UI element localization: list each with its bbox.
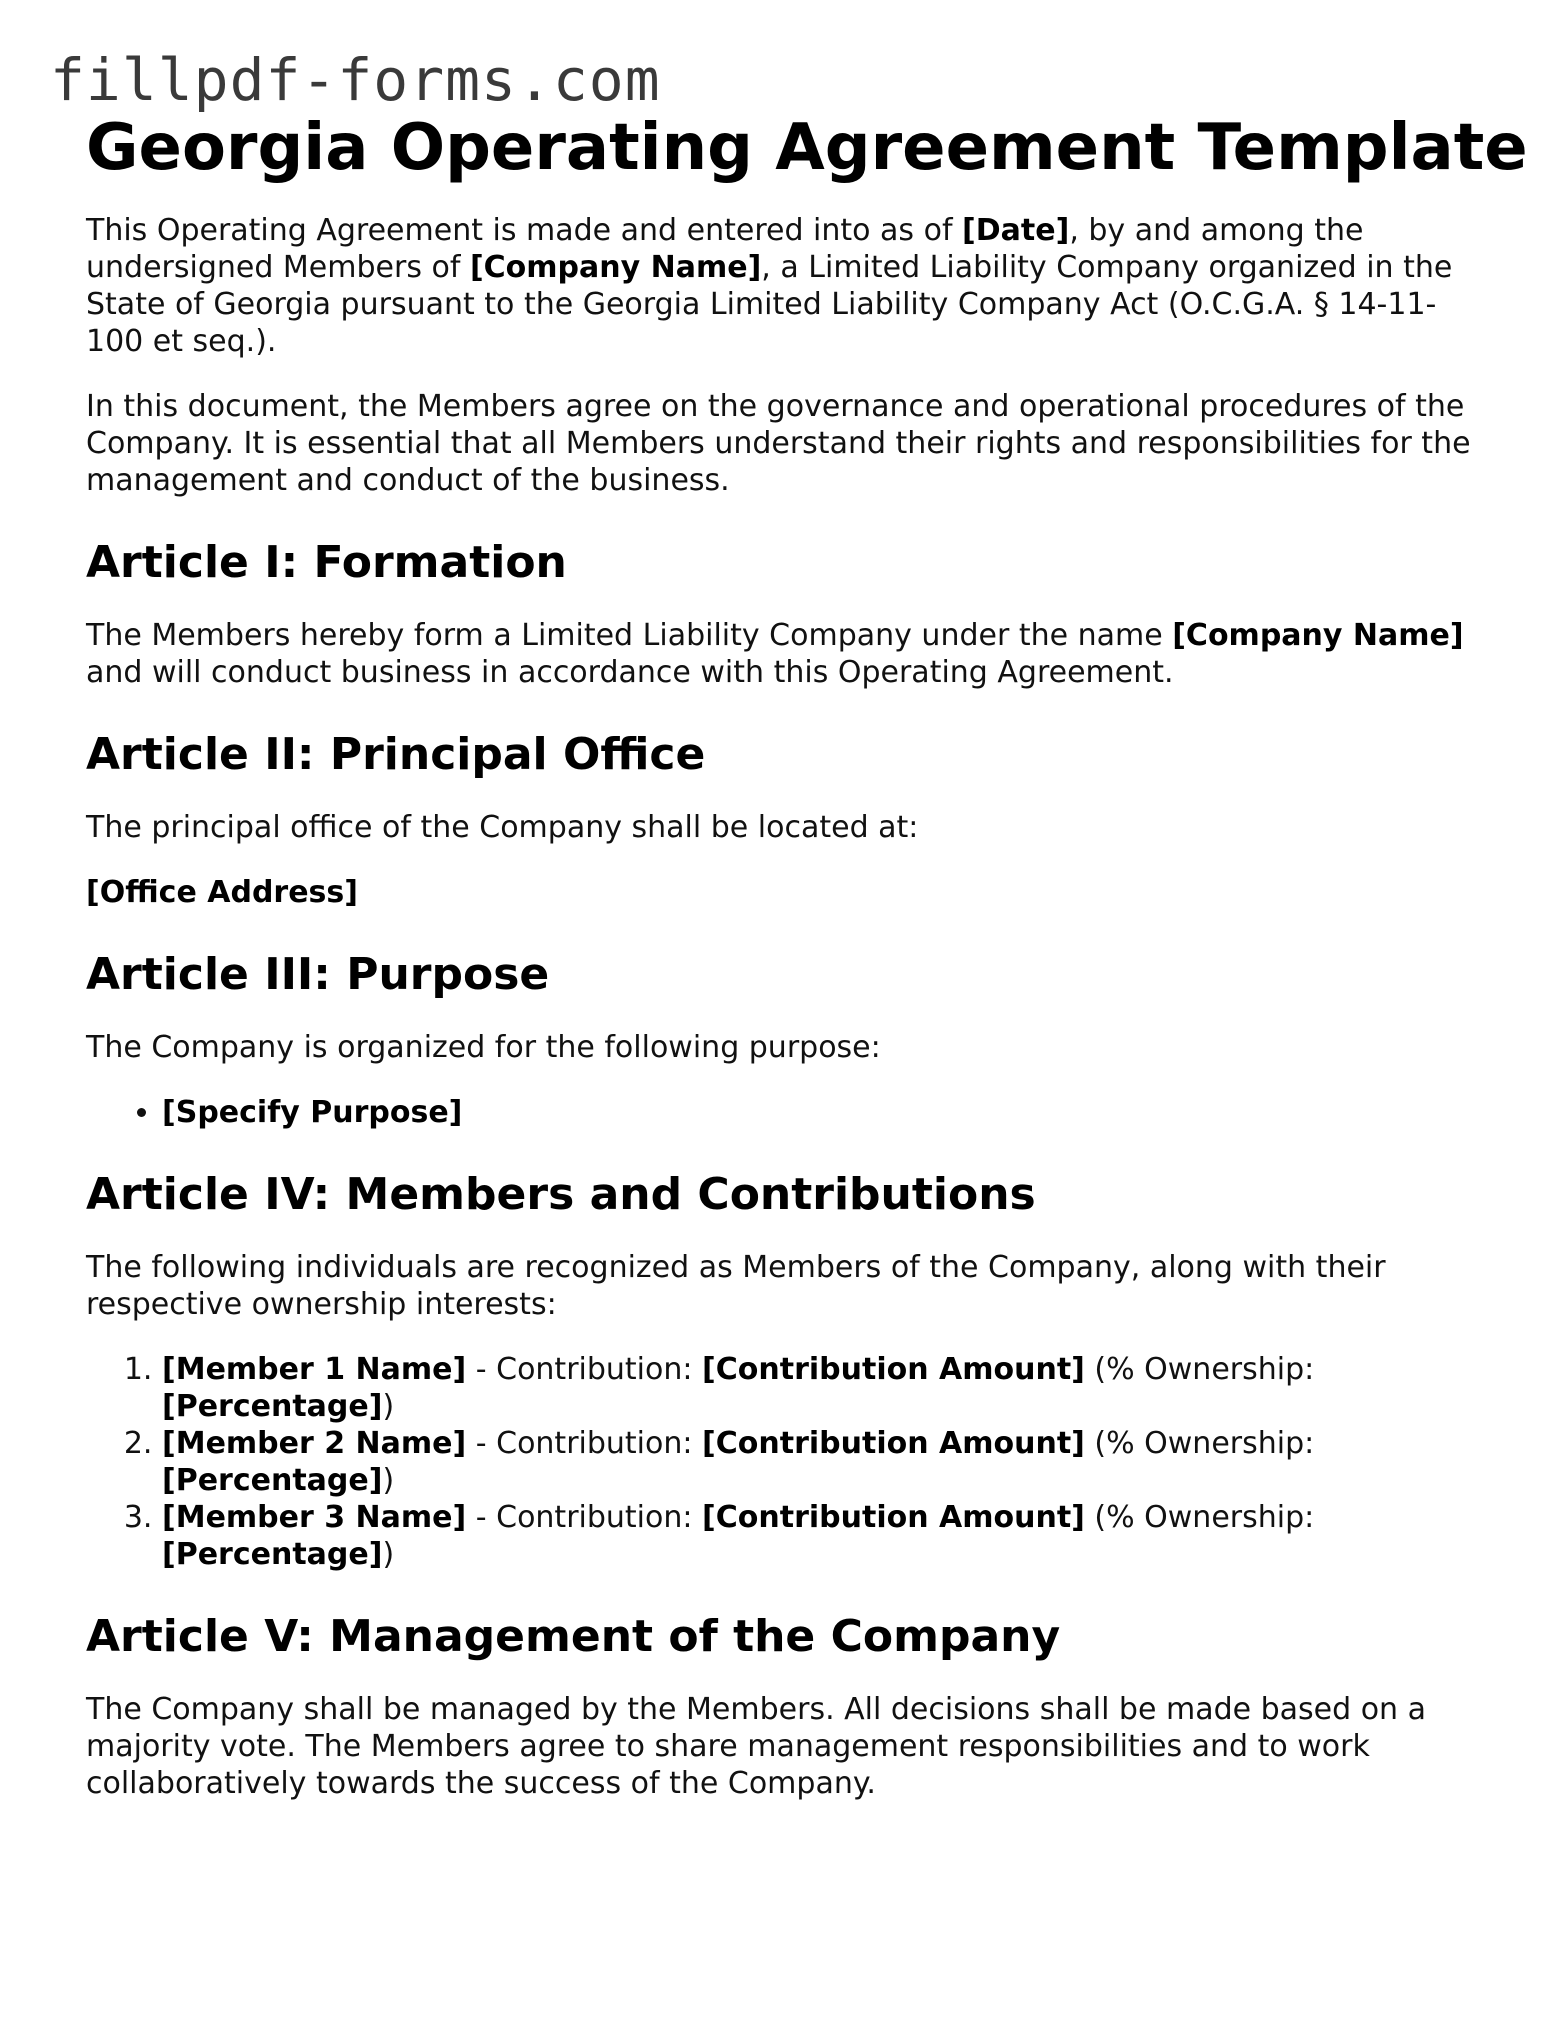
intro-paragraph-1 bbox=[86, 212, 1486, 360]
watermark: fillpdf-forms.com bbox=[50, 46, 661, 114]
close-paren: ) bbox=[382, 1463, 395, 1498]
member-name-placeholder: [Member 3 Name] bbox=[162, 1500, 467, 1535]
article-1-text-1: The Members hereby form a Limited Liability Company under the name bbox=[86, 618, 1173, 653]
article-1-text-2: and will conduct business in accordance with this Operating Agreement. bbox=[86, 655, 1174, 690]
ownership-label: (% Ownership: bbox=[1084, 1426, 1315, 1461]
percentage-placeholder: [Percentage] bbox=[162, 1463, 383, 1498]
member-item-3 bbox=[162, 1499, 1486, 1573]
article-1-heading: Article I: Formation bbox=[86, 537, 567, 588]
article-1-text bbox=[86, 617, 1486, 691]
article-2-heading: Article II: Principal Office bbox=[86, 729, 706, 780]
article-5-text: The Company shall be managed by the Members. All decisions shall be made based on a majority vote. The Members agree to share management responsibilities and to work collaboratively towards the success of the Company. bbox=[86, 1692, 1426, 1801]
purpose-placeholder: [Specify Purpose] bbox=[162, 1095, 463, 1130]
company-name-placeholder: [Company Name] bbox=[469, 250, 762, 285]
office-address-placeholder bbox=[86, 874, 1486, 911]
member-name-placeholder: [Member 1 Name] bbox=[162, 1352, 467, 1387]
article-3-text: The Company is organized for the following purpose: bbox=[86, 1030, 881, 1065]
intro-text-3: , a Limited Liability Company organized in the State of Georgia pursuant to the Georgia Limited Liability Company Act (O.C.G.A. § 14-11-100 et seq.). bbox=[86, 250, 1453, 359]
contribution-label: - Contribution: bbox=[466, 1426, 703, 1461]
article-2-text: The principal office of the Company shall be located at: bbox=[86, 810, 919, 845]
member-item-1 bbox=[162, 1351, 1486, 1425]
intro-text-1: This Operating Agreement is made and entered into as of bbox=[86, 213, 963, 248]
close-paren: ) bbox=[382, 1537, 395, 1572]
office-address-value: [Office Address] bbox=[86, 875, 358, 910]
list-item bbox=[162, 1094, 1486, 1131]
article-3-heading: Article III: Purpose bbox=[86, 949, 550, 1000]
company-name-placeholder: [Company Name] bbox=[1172, 618, 1464, 653]
purpose-list bbox=[86, 1094, 1486, 1131]
contribution-label: - Contribution: bbox=[466, 1352, 703, 1387]
date-placeholder: [Date] bbox=[962, 213, 1070, 248]
contribution-amount-placeholder: [Contribution Amount] bbox=[702, 1500, 1085, 1535]
members-list bbox=[86, 1351, 1486, 1573]
percentage-placeholder: [Percentage] bbox=[162, 1389, 383, 1424]
document-title: Georgia Operating Agreement Template bbox=[86, 111, 1528, 185]
contribution-amount-placeholder: [Contribution Amount] bbox=[702, 1352, 1085, 1387]
contribution-amount-placeholder: [Contribution Amount] bbox=[702, 1426, 1085, 1461]
article-4-heading: Article IV: Members and Contributions bbox=[86, 1169, 1036, 1220]
intro-paragraph-2: In this document, the Members agree on the governance and operational procedures of the Company. It is essential that all Members understand their rights and responsibilities for the management and conduct of the business. bbox=[86, 389, 1471, 498]
intro-text-2: , by and among the undersigned Members of bbox=[86, 213, 1364, 285]
member-name-placeholder: [Member 2 Name] bbox=[162, 1426, 467, 1461]
member-item-2 bbox=[162, 1425, 1486, 1499]
contribution-label: - Contribution: bbox=[466, 1500, 703, 1535]
ownership-label: (% Ownership: bbox=[1084, 1500, 1315, 1535]
percentage-placeholder: [Percentage] bbox=[162, 1537, 383, 1572]
document-page bbox=[86, 108, 1528, 1830]
ownership-label: (% Ownership: bbox=[1084, 1352, 1315, 1387]
article-4-text: The following individuals are recognized as Members of the Company, along with their respective ownership interests: bbox=[86, 1250, 1386, 1322]
article-5-heading: Article V: Management of the Company bbox=[86, 1611, 1061, 1662]
close-paren: ) bbox=[382, 1389, 395, 1424]
